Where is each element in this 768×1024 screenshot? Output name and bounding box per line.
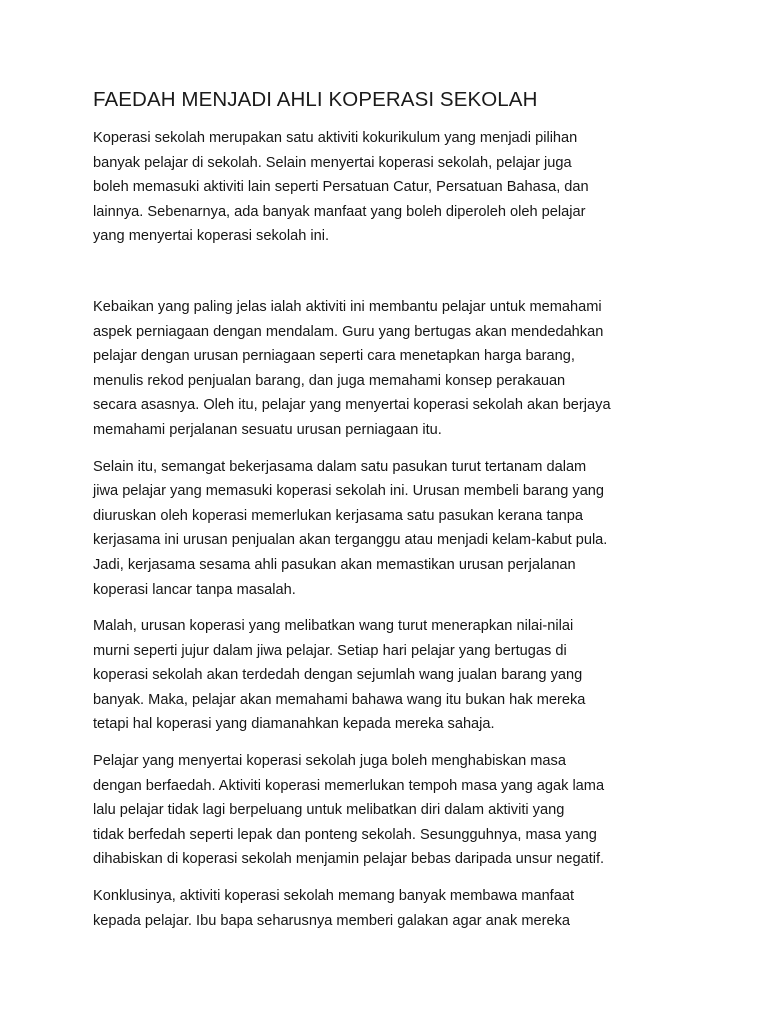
paragraph-line: memahami perjalanan sesuatu urusan perniagaan itu. xyxy=(93,421,442,438)
paragraph-line: tidak berfedah seperti lepak dan ponteng sekolah. Sesungguhnya, masa yang xyxy=(93,826,597,843)
paragraph-line: boleh memasuki aktiviti lain seperti Persatuan Catur, Persatuan Bahasa, dan xyxy=(93,179,589,196)
paragraph-line: Jadi, kerjasama sesama ahli pasukan akan memastikan urusan perjalanan xyxy=(93,556,576,573)
paragraph-line: dihabiskan di koperasi sekolah menjamin pelajar bebas daripada unsur negatif. xyxy=(93,851,605,868)
paragraph-line: menulis rekod penjualan barang, dan juga memahami konsep perakauan xyxy=(93,372,566,389)
paragraph-line: tetapi hal koperasi yang diamanahkan kepada mereka sahaja. xyxy=(93,716,495,733)
paragraph-line: lainnya. Sebenarnya, ada banyak manfaat yang boleh diperoleh oleh pelajar xyxy=(93,203,586,220)
paragraph-line: jiwa pelajar yang memasuki koperasi sekolah ini. Urusan membeli barang yang xyxy=(93,483,605,500)
paragraph-line: Kebaikan yang paling jelas ialah aktiviti ini membantu pelajar untuk memahami xyxy=(93,298,602,315)
paragraph-line: pelajar dengan urusan perniagaan seperti cara menetapkan harga barang, xyxy=(93,348,575,365)
paragraph-line: yang menyertai koperasi sekolah ini. xyxy=(93,228,330,245)
paragraph-6 xyxy=(93,884,698,933)
paragraph-line: lalu pelajar tidak lagi berpeluang untuk melibatkan diri dalam aktiviti yang xyxy=(93,802,565,819)
paragraph-line: Pelajar yang menyertai koperasi sekolah juga boleh menghabiskan masa xyxy=(93,753,566,770)
paragraph-line: Selain itu, semangat bekerjasama dalam satu pasukan turut tertanam dalam xyxy=(93,458,587,475)
paragraph-2 xyxy=(93,295,698,443)
paragraph-5 xyxy=(93,749,698,872)
paragraph-line: secara asasnya. Oleh itu, pelajar yang menyertai koperasi sekolah akan berjaya xyxy=(93,397,611,414)
paragraph-line: dengan berfaedah. Aktiviti koperasi memerlukan tempoh masa yang agak lama xyxy=(93,777,605,794)
paragraph-line: koperasi sekolah akan terdedah dengan sejumlah wang jualan barang yang xyxy=(93,667,583,684)
paragraph-line: banyak. Maka, pelajar akan memahami bahawa wang itu bukan hak mereka xyxy=(93,691,586,708)
paragraph-4 xyxy=(93,614,698,737)
document-title: FAEDAH MENJADI AHLI KOPERASI SEKOLAH xyxy=(93,88,538,111)
paragraph-1 xyxy=(93,126,698,249)
paragraph-line: Konklusinya, aktiviti koperasi sekolah memang banyak membawa manfaat xyxy=(93,888,575,905)
paragraph-line: aspek perniagaan dengan mendalam. Guru yang bertugas akan mendedahkan xyxy=(93,323,604,340)
paragraph-line: diuruskan oleh koperasi memerlukan kerjasama satu pasukan kerana tanpa xyxy=(93,507,583,524)
paragraph-line: koperasi lancar tanpa masalah. xyxy=(93,581,296,598)
paragraph-line: Malah, urusan koperasi yang melibatkan wang turut menerapkan nilai-nilai xyxy=(93,618,574,635)
paragraph-line: kerjasama ini urusan penjualan akan terganggu atau menjadi kelam-kabut pula. xyxy=(93,532,608,549)
paragraph-line: kepada pelajar. Ibu bapa seharusnya memberi galakan agar anak mereka xyxy=(93,912,571,929)
paragraph-line: murni seperti jujur dalam jiwa pelajar. Setiap hari pelajar yang bertugas di xyxy=(93,642,567,659)
paragraph-line: Koperasi sekolah merupakan satu aktiviti kokurikulum yang menjadi pilihan xyxy=(93,130,578,146)
paragraph-3 xyxy=(93,455,698,603)
paragraph-line: banyak pelajar di sekolah. Selain menyertai koperasi sekolah, pelajar juga xyxy=(93,154,572,171)
